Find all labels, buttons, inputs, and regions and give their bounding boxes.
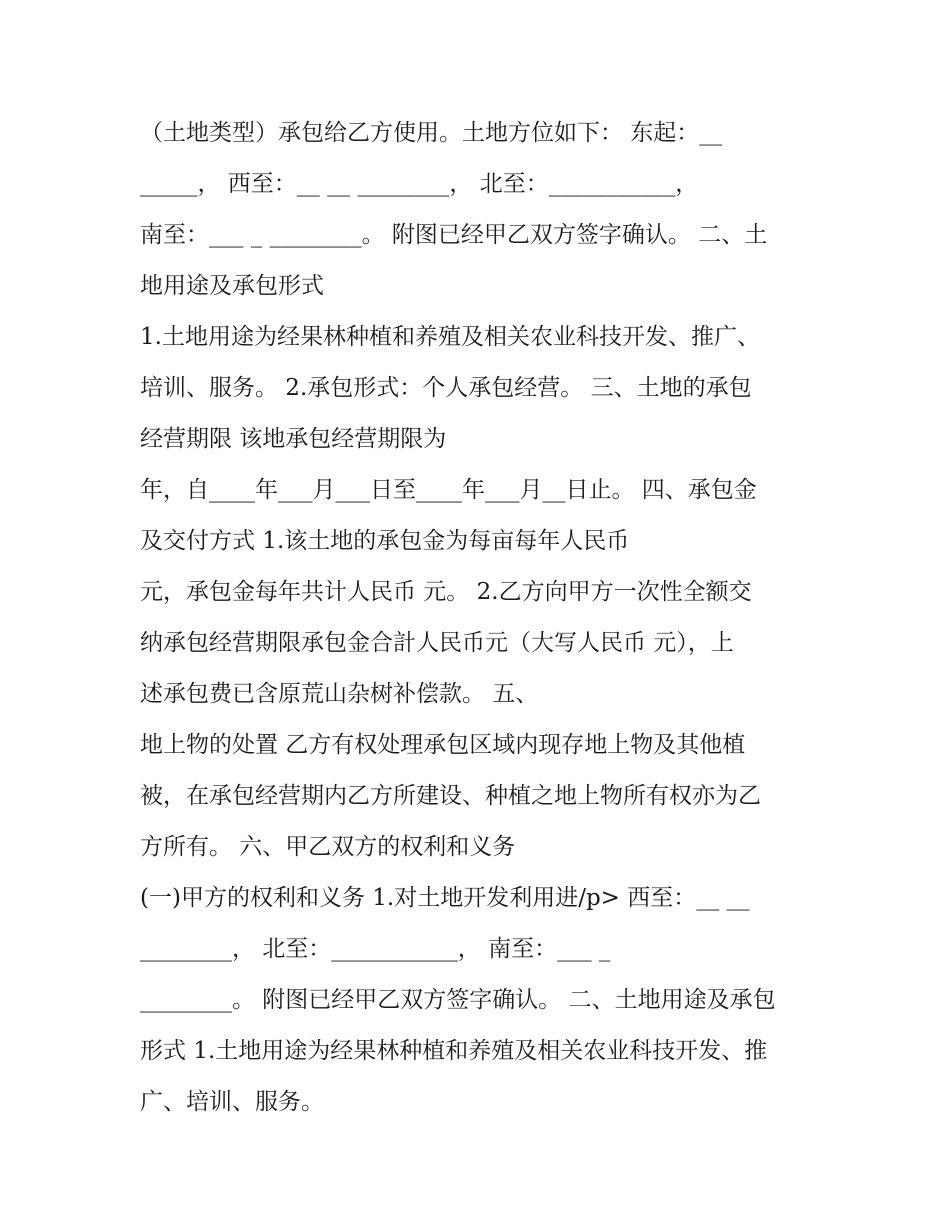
- text-line: 述承包费已含原荒山杂树补偿款。 五、: [140, 681, 539, 707]
- text-line: 年，自____年___月___日至____年___月__日止。 四、承包金: [140, 477, 757, 503]
- text-line: 1.土地用途为经果林种植和养殖及相关农业科技开发、推广、: [140, 324, 760, 350]
- text-line: 培训、服务。 2.承包形式：个人承包经营。 三、土地的承包: [140, 375, 752, 401]
- text-line: ________。 附图已经甲乙双方签字确认。 二、土地用途及承包: [140, 987, 776, 1013]
- text-line: 南至：___ _ ________。 附图已经甲乙双方签字确认。 二、土: [140, 222, 768, 248]
- text-line: 方所有。 六、甲乙双方的权利和义务: [140, 834, 516, 860]
- text-line: 元，承包金每年共计人民币 元。 2.乙方向甲方一次性全额交: [140, 579, 752, 605]
- text-line: （土地类型）承包给乙方使用。土地方位如下： 东起：__: [140, 120, 723, 146]
- text-line: (一)甲方的权利和义务 1.对土地开发利用进/p> 西至：__ __: [140, 885, 750, 911]
- text-line: 纳承包经营期限承包金合計人民币元（大写人民币 元），上: [140, 630, 734, 656]
- document-body: [140, 108, 820, 1128]
- text-line: 形式 1.土地用途为经果林种植和养殖及相关农业科技开发、推: [140, 1038, 768, 1064]
- text-line: 地上物的处置 乙方有权处理承包区域内现存地上物及其他植: [140, 732, 746, 758]
- text-line: 地用途及承包形式: [140, 273, 324, 299]
- text-line: 经营期限 该地承包经营期限为: [140, 426, 447, 452]
- text-line: ________， 北至：___________， 南至：___ _: [140, 936, 611, 962]
- text-line: 被，在承包经营期内乙方所建设、种植之地上物所有权亦为乙: [140, 783, 761, 809]
- text-line: 广、培训、服务。: [140, 1089, 324, 1115]
- text-line: _____， 西至：__ __ ________， 北至：___________，: [140, 171, 699, 197]
- text-line: 及交付方式 1.该土地的承包金为每亩每年人民币: [140, 528, 630, 554]
